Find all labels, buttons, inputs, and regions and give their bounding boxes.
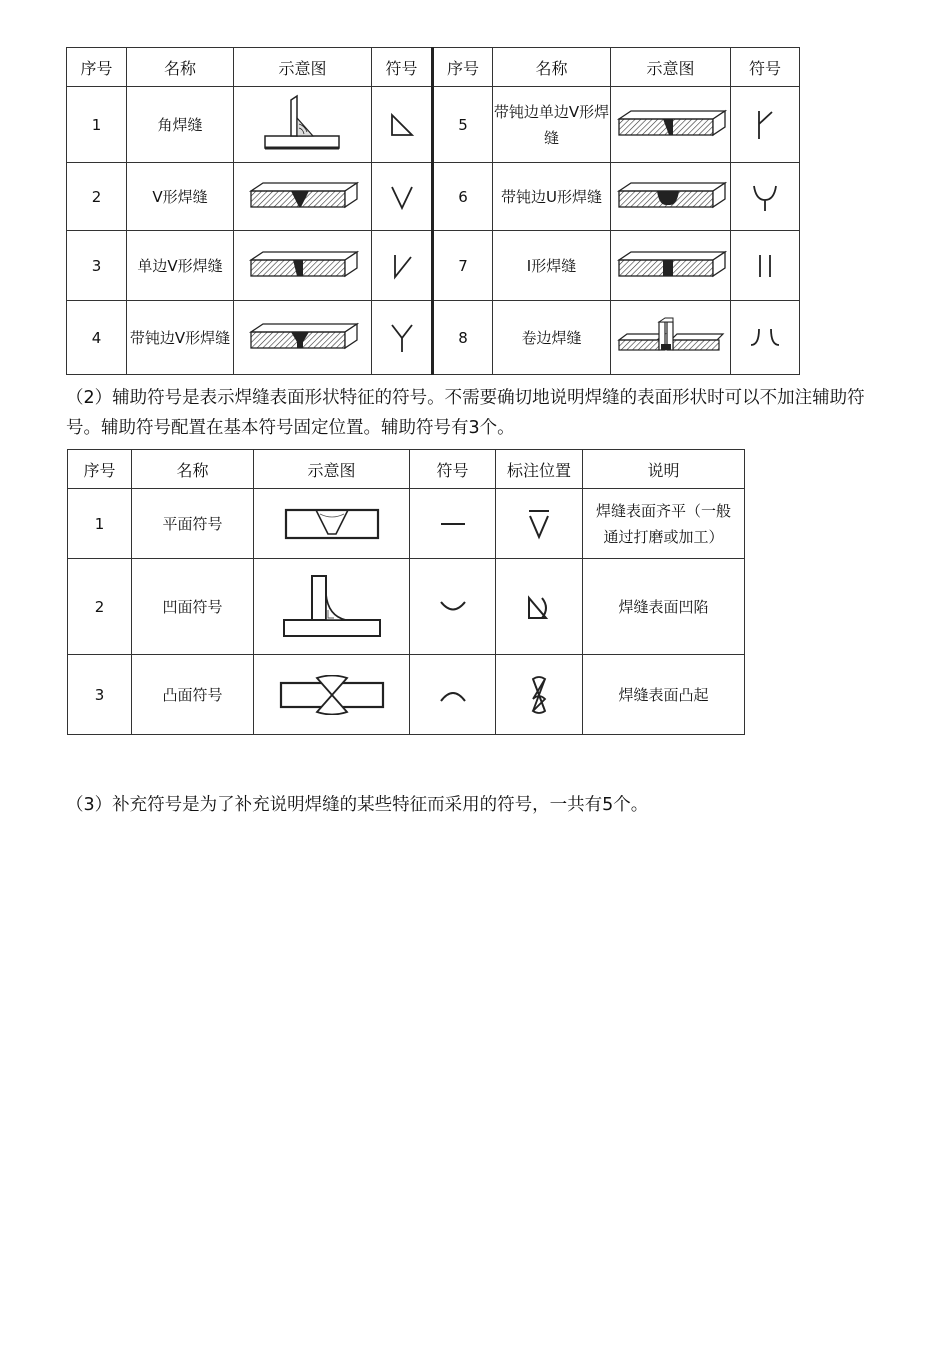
row-name: V形焊缝	[127, 163, 234, 231]
header-symbol: 符号	[372, 48, 433, 87]
row-name: 凹面符号	[132, 559, 254, 655]
flat-position-icon	[496, 489, 583, 559]
concave-weld-diagram	[254, 559, 410, 655]
row-name: I形焊缝	[493, 231, 611, 301]
row-no: 5	[433, 87, 493, 163]
header-name: 名称	[493, 48, 611, 87]
header-no: 序号	[68, 450, 132, 489]
v-weld-with-root-diagram	[234, 301, 372, 375]
bevel-with-root-symbol-icon	[731, 87, 800, 163]
row-desc: 焊缝表面齐平（一般通过打磨或加工）	[583, 489, 745, 559]
paragraph-auxiliary-symbols: （2）辅助符号是表示焊缝表面形状特征的符号。不需要确切地说明焊缝的表面形状时可以不加注辅助符号。辅助符号配置在基本符号固定位置。辅助符号有3个。	[66, 388, 865, 438]
header-name: 名称	[127, 48, 234, 87]
header-position: 标注位置	[496, 450, 583, 489]
row-no: 4	[67, 301, 127, 375]
row-name: 单边V形焊缝	[127, 231, 234, 301]
concave-symbol-icon	[410, 559, 496, 655]
basic-symbols-table	[66, 47, 800, 375]
convex-weld-diagram	[254, 655, 410, 735]
v-weld-diagram	[234, 163, 372, 231]
header-no: 序号	[433, 48, 493, 87]
row-name: 凸面符号	[132, 655, 254, 735]
row-no: 3	[67, 231, 127, 301]
header-no: 序号	[67, 48, 127, 87]
header-diagram: 示意图	[234, 48, 372, 87]
row-name: 带钝边V形焊缝	[127, 301, 234, 375]
single-bevel-weld-diagram	[234, 231, 372, 301]
row-desc: 焊缝表面凹陷	[583, 559, 745, 655]
header-name: 名称	[132, 450, 254, 489]
y-symbol-icon	[372, 301, 433, 375]
flat-symbol-icon	[410, 489, 496, 559]
row-name: 带钝边单边V形焊缝	[493, 87, 611, 163]
fillet-symbol-icon	[372, 87, 433, 163]
flat-weld-diagram	[254, 489, 410, 559]
row-name: 角焊缝	[127, 87, 234, 163]
v-symbol-icon	[372, 163, 433, 231]
row-no: 2	[68, 559, 132, 655]
flange-symbol-icon	[731, 301, 800, 375]
flange-weld-diagram	[611, 301, 731, 375]
row-no: 3	[68, 655, 132, 735]
single-bevel-symbol-icon	[372, 231, 433, 301]
auxiliary-symbols-table	[67, 449, 745, 735]
bevel-weld-with-root-diagram	[611, 87, 731, 163]
row-name: 带钝边U形焊缝	[493, 163, 611, 231]
header-desc: 说明	[583, 450, 745, 489]
row-no: 1	[68, 489, 132, 559]
row-no: 6	[433, 163, 493, 231]
row-name: 平面符号	[132, 489, 254, 559]
row-name: 卷边焊缝	[493, 301, 611, 375]
row-no: 1	[67, 87, 127, 163]
header-diagram: 示意图	[254, 450, 410, 489]
header-diagram: 示意图	[611, 48, 731, 87]
paragraph-supplementary-symbols: （3）补充符号是为了补充说明焊缝的某些特征而采用的符号，一共有5个。	[66, 795, 649, 815]
header-symbol: 符号	[410, 450, 496, 489]
i-weld-diagram	[611, 231, 731, 301]
header-symbol: 符号	[731, 48, 800, 87]
concave-position-icon	[496, 559, 583, 655]
u-symbol-icon	[731, 163, 800, 231]
row-no: 2	[67, 163, 127, 231]
convex-symbol-icon	[410, 655, 496, 735]
convex-position-icon	[496, 655, 583, 735]
fillet-weld-diagram	[234, 87, 372, 163]
row-desc: 焊缝表面凸起	[583, 655, 745, 735]
row-no: 7	[433, 231, 493, 301]
row-no: 8	[433, 301, 493, 375]
i-symbol-icon	[731, 231, 800, 301]
u-weld-diagram	[611, 163, 731, 231]
